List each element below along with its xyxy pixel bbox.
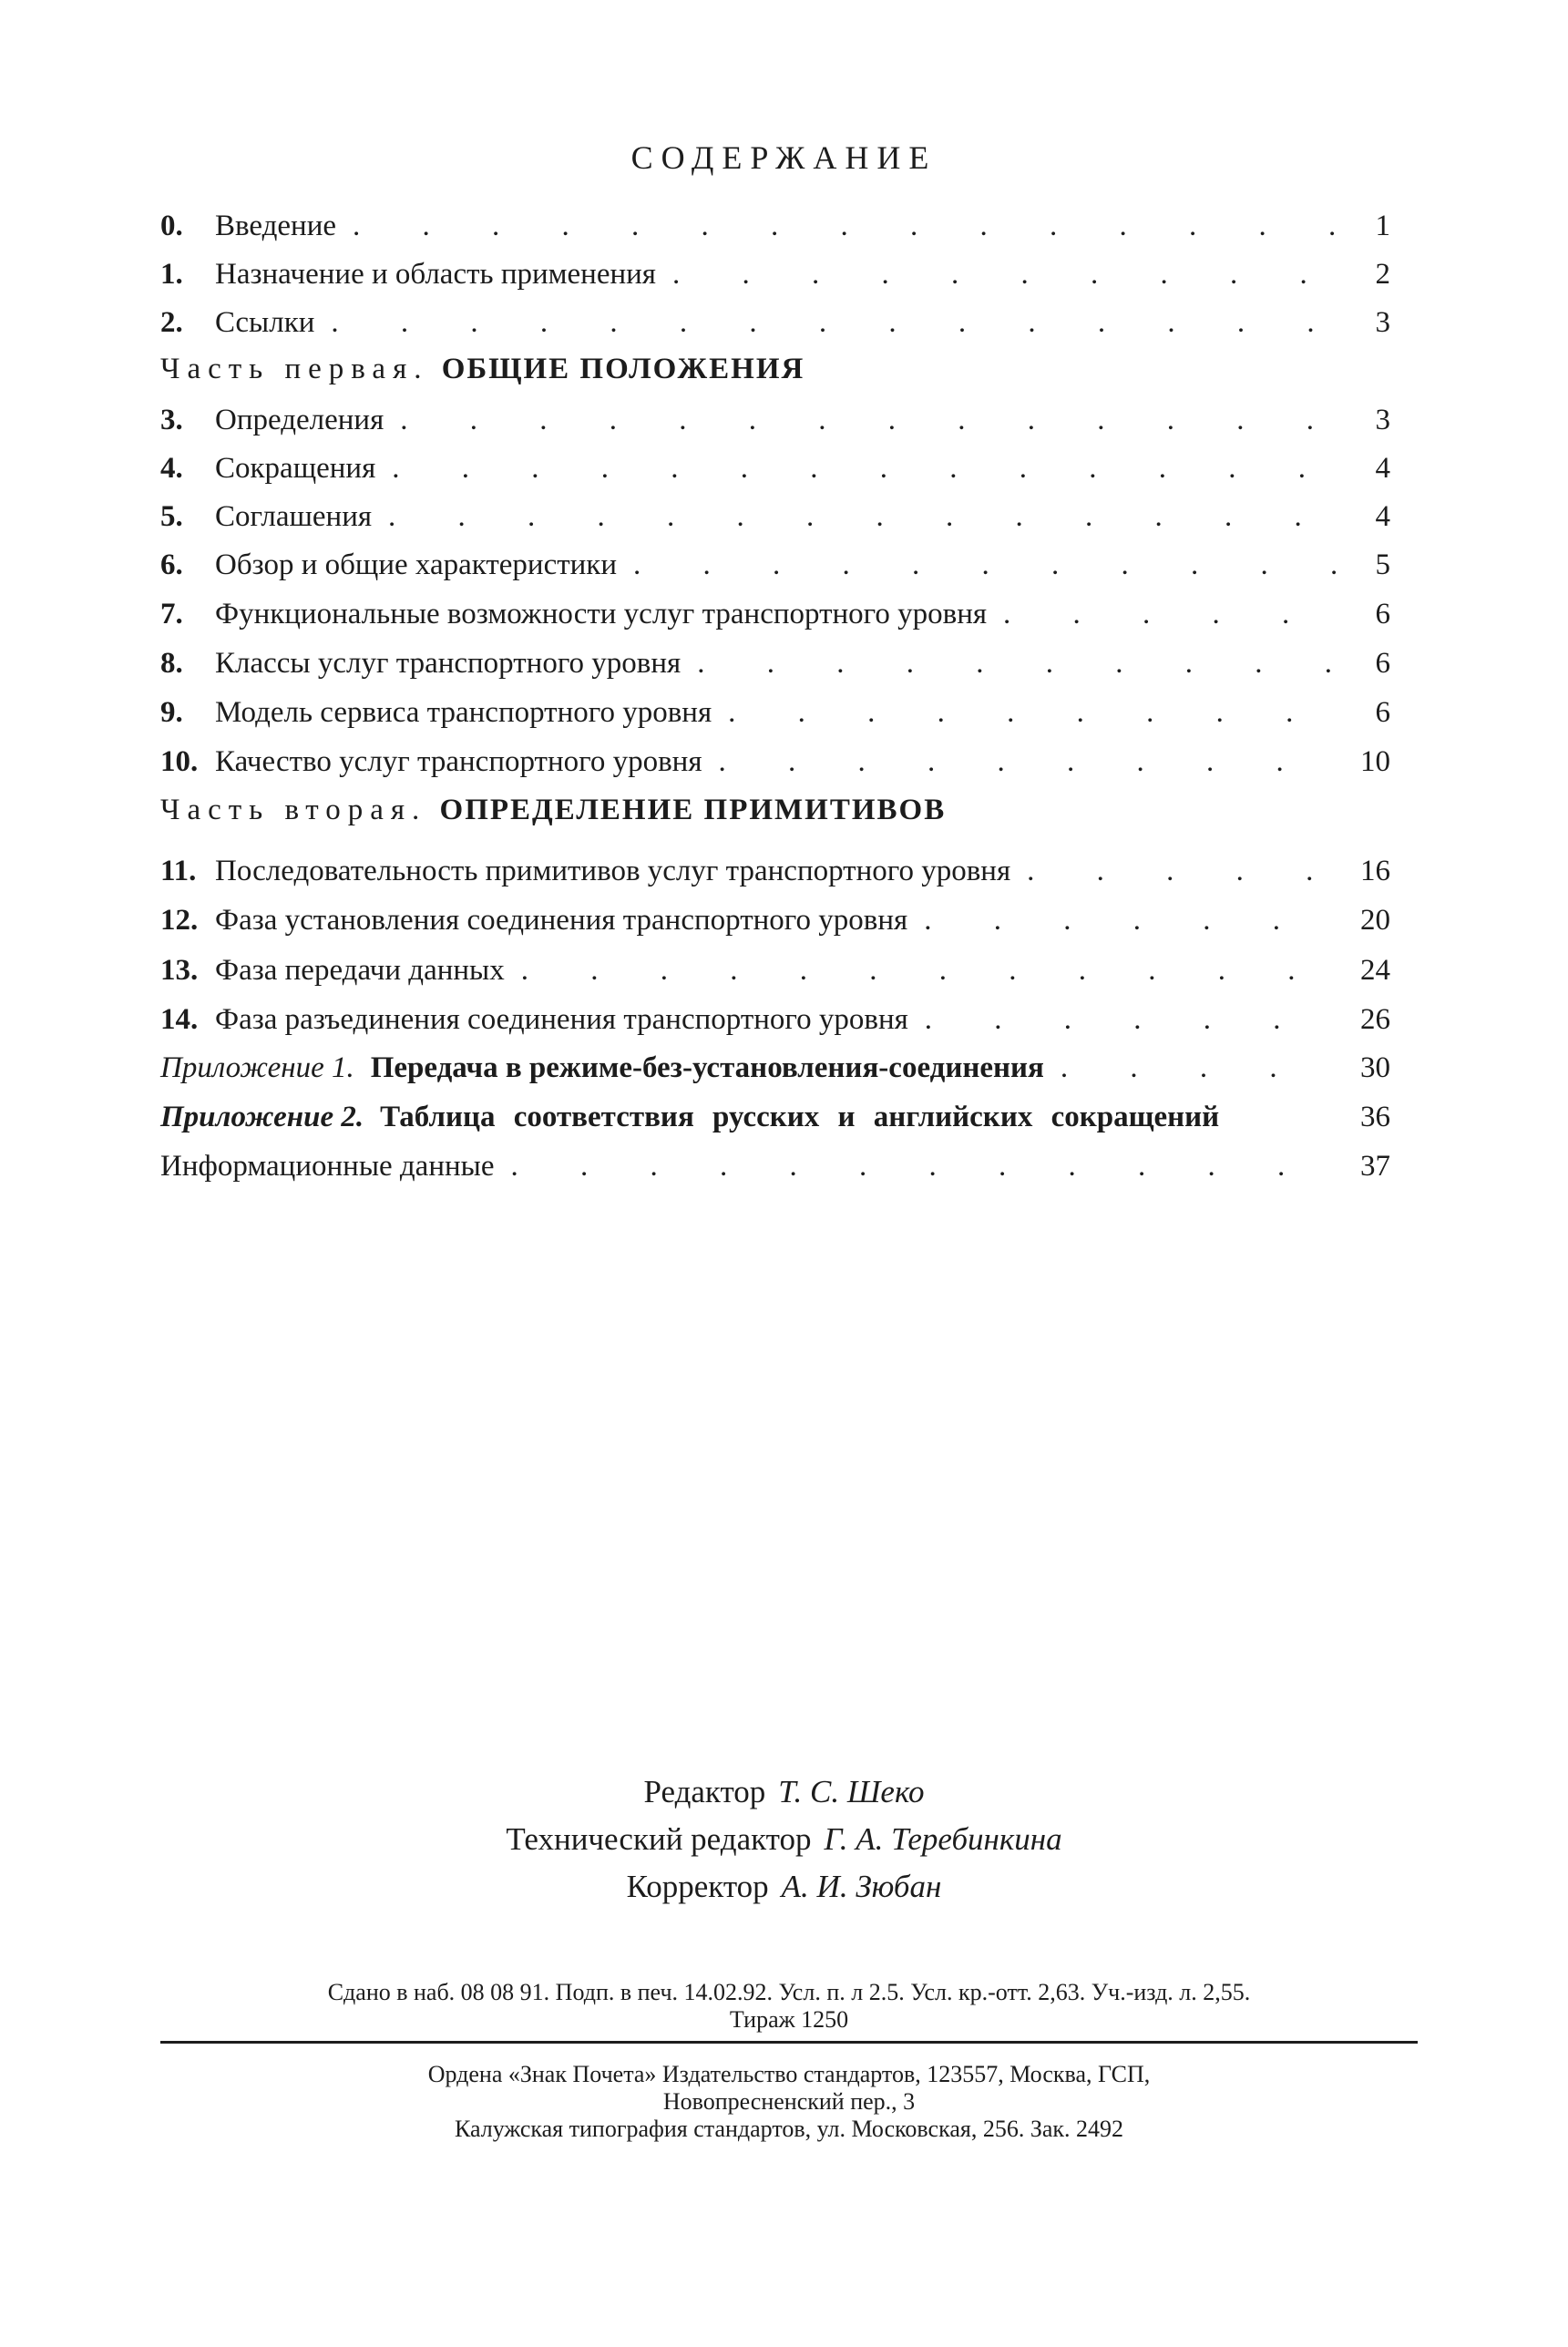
credit-name: Г. А. Теребинкина bbox=[824, 1821, 1062, 1857]
item-page: 4 bbox=[1375, 452, 1390, 485]
item-page: 20 bbox=[1360, 904, 1390, 937]
leader-dots bbox=[331, 302, 1336, 343]
toc-item bbox=[160, 643, 1390, 683]
leader-dots bbox=[719, 742, 1336, 782]
toc-item bbox=[160, 1146, 1390, 1186]
item-page: 3 bbox=[1375, 306, 1390, 339]
leader-dots bbox=[1061, 1048, 1336, 1088]
leader-dots bbox=[1003, 594, 1336, 634]
item-label: Введение bbox=[215, 210, 337, 242]
credit-name: Т. С. Шеко bbox=[778, 1774, 925, 1809]
item-page: 24 bbox=[1360, 954, 1390, 987]
item-number: 0. bbox=[160, 210, 183, 242]
leader-dots bbox=[1027, 851, 1336, 891]
item-number: 10. bbox=[160, 745, 199, 778]
item-number: 4. bbox=[160, 452, 183, 485]
item-label: Фаза разъединения соединения транспортного уровня bbox=[215, 1003, 908, 1036]
imprint-line: Новопресненский пер., 3 bbox=[662, 2088, 916, 2115]
imprint-line: Калужская типография стандартов, ул. Московская, 256. Зак. 2492 bbox=[454, 2116, 1124, 2142]
toc-item bbox=[160, 594, 1390, 634]
appendix-prefix: Приложение 2. bbox=[160, 1101, 364, 1133]
item-number: 7. bbox=[160, 598, 183, 630]
toc-item bbox=[160, 448, 1390, 488]
item-label: Сокращения bbox=[215, 452, 376, 485]
appendix-label: Таблица соответствия русских и английских сокращений bbox=[380, 1101, 1220, 1133]
item-page: 37 bbox=[1360, 1150, 1390, 1183]
item-label: Функциональные возможности услуг транспортного уровня bbox=[215, 598, 988, 630]
appendix-item bbox=[160, 1097, 1390, 1137]
toc-item bbox=[160, 692, 1390, 733]
leader-dots bbox=[400, 400, 1336, 440]
item-label: Модель сервиса транспортного уровня bbox=[215, 696, 712, 729]
imprint-line: Ордена «Знак Почета» Издательство стандартов, 123557, Москва, ГСП, bbox=[427, 2061, 1151, 2087]
toc-item bbox=[160, 302, 1390, 343]
item-number: 5. bbox=[160, 500, 183, 533]
item-number: 12. bbox=[160, 904, 199, 937]
leader-dots bbox=[672, 254, 1336, 294]
leader-dots bbox=[388, 497, 1336, 537]
item-label: Последовательность примитивов услуг транспортного уровня bbox=[215, 855, 1011, 887]
appendix-item bbox=[160, 1048, 1390, 1088]
item-number: 8. bbox=[160, 647, 183, 680]
divider bbox=[160, 2041, 1418, 2044]
item-page: 16 bbox=[1360, 855, 1390, 887]
leader-dots bbox=[728, 692, 1336, 733]
toc-item bbox=[160, 900, 1390, 940]
leader-dots bbox=[510, 1146, 1336, 1186]
toc-item bbox=[160, 851, 1390, 891]
credit-editor bbox=[0, 1769, 1568, 1815]
toc-item bbox=[160, 254, 1390, 294]
part-title: ОПРЕДЕЛЕНИЕ ПРИМИТИВОВ bbox=[439, 794, 947, 826]
toc-item bbox=[160, 999, 1390, 1040]
item-page: 1 bbox=[1375, 210, 1390, 242]
credit-role: Редактор bbox=[643, 1774, 766, 1809]
item-label: Качество услуг транспортного уровня bbox=[215, 745, 702, 778]
item-number: 11. bbox=[160, 855, 197, 887]
appendix-label: Передача в режиме-без-установления-соединения bbox=[370, 1051, 1044, 1084]
item-page: 3 bbox=[1375, 404, 1390, 436]
leader-dots bbox=[353, 206, 1336, 246]
item-number: 6. bbox=[160, 548, 183, 581]
part-prefix: Часть первая. bbox=[160, 353, 429, 385]
toc-item bbox=[160, 497, 1390, 537]
leader-dots bbox=[697, 643, 1336, 683]
leader-dots bbox=[521, 950, 1336, 990]
item-page: 30 bbox=[1360, 1051, 1390, 1084]
leader-dots bbox=[392, 448, 1336, 488]
item-page: 10 bbox=[1360, 745, 1390, 778]
item-label: Фаза передачи данных bbox=[215, 954, 505, 987]
item-label: Обзор и общие характеристики bbox=[215, 548, 617, 581]
credit-name: А. И. Зюбан bbox=[781, 1869, 942, 1904]
item-label: Назначение и область применения bbox=[215, 258, 656, 291]
item-number: 9. bbox=[160, 696, 183, 729]
item-page: 2 bbox=[1375, 258, 1390, 291]
toc-item bbox=[160, 742, 1390, 782]
item-number: 14. bbox=[160, 1003, 199, 1036]
toc-item bbox=[160, 950, 1390, 990]
item-number: 1. bbox=[160, 258, 183, 291]
item-label: Классы услуг транспортного уровня bbox=[215, 647, 682, 680]
item-page: 6 bbox=[1375, 647, 1390, 680]
item-page: 6 bbox=[1375, 696, 1390, 729]
credit-corrector bbox=[0, 1864, 1568, 1910]
toc-item bbox=[160, 545, 1390, 585]
toc-title: СОДЕРЖАНИЕ bbox=[630, 139, 938, 176]
part-heading bbox=[160, 787, 1390, 833]
toc-item bbox=[160, 400, 1390, 440]
item-page: 5 bbox=[1375, 548, 1390, 581]
part-heading bbox=[160, 346, 1390, 392]
item-label: Соглашения bbox=[215, 500, 373, 533]
credit-tech-editor bbox=[0, 1817, 1568, 1862]
imprint-line: Сдано в наб. 08 08 91. Подп. в печ. 14.02.92. Усл. п. л 2.5. Усл. кр.-отт. 2,63. Уч.-изд. л. 2,55. bbox=[327, 1979, 1251, 2005]
leader-dots bbox=[633, 545, 1336, 585]
part-title: ОБЩИЕ ПОЛОЖЕНИЯ bbox=[441, 353, 805, 385]
toc-item bbox=[160, 206, 1390, 246]
credit-role: Технический редактор bbox=[506, 1821, 812, 1857]
item-number: 13. bbox=[160, 954, 199, 987]
part-prefix: Часть вторая. bbox=[160, 794, 427, 826]
leader-dots bbox=[925, 999, 1336, 1040]
item-label: Определения bbox=[215, 404, 384, 436]
item-page: 36 bbox=[1360, 1101, 1390, 1133]
item-label: Ссылки bbox=[215, 306, 315, 339]
item-label: Информационные данные bbox=[160, 1150, 495, 1183]
item-number: 2. bbox=[160, 306, 183, 339]
imprint-line: Тираж 1250 bbox=[729, 2006, 849, 2033]
credit-role: Корректор bbox=[626, 1869, 769, 1904]
appendix-prefix: Приложение 1. bbox=[160, 1051, 354, 1084]
item-number: 3. bbox=[160, 404, 183, 436]
item-label: Фаза установления соединения транспортного уровня bbox=[215, 904, 908, 937]
item-page: 6 bbox=[1375, 598, 1390, 630]
item-page: 26 bbox=[1360, 1003, 1390, 1036]
leader-dots bbox=[924, 900, 1336, 940]
item-page: 4 bbox=[1375, 500, 1390, 533]
